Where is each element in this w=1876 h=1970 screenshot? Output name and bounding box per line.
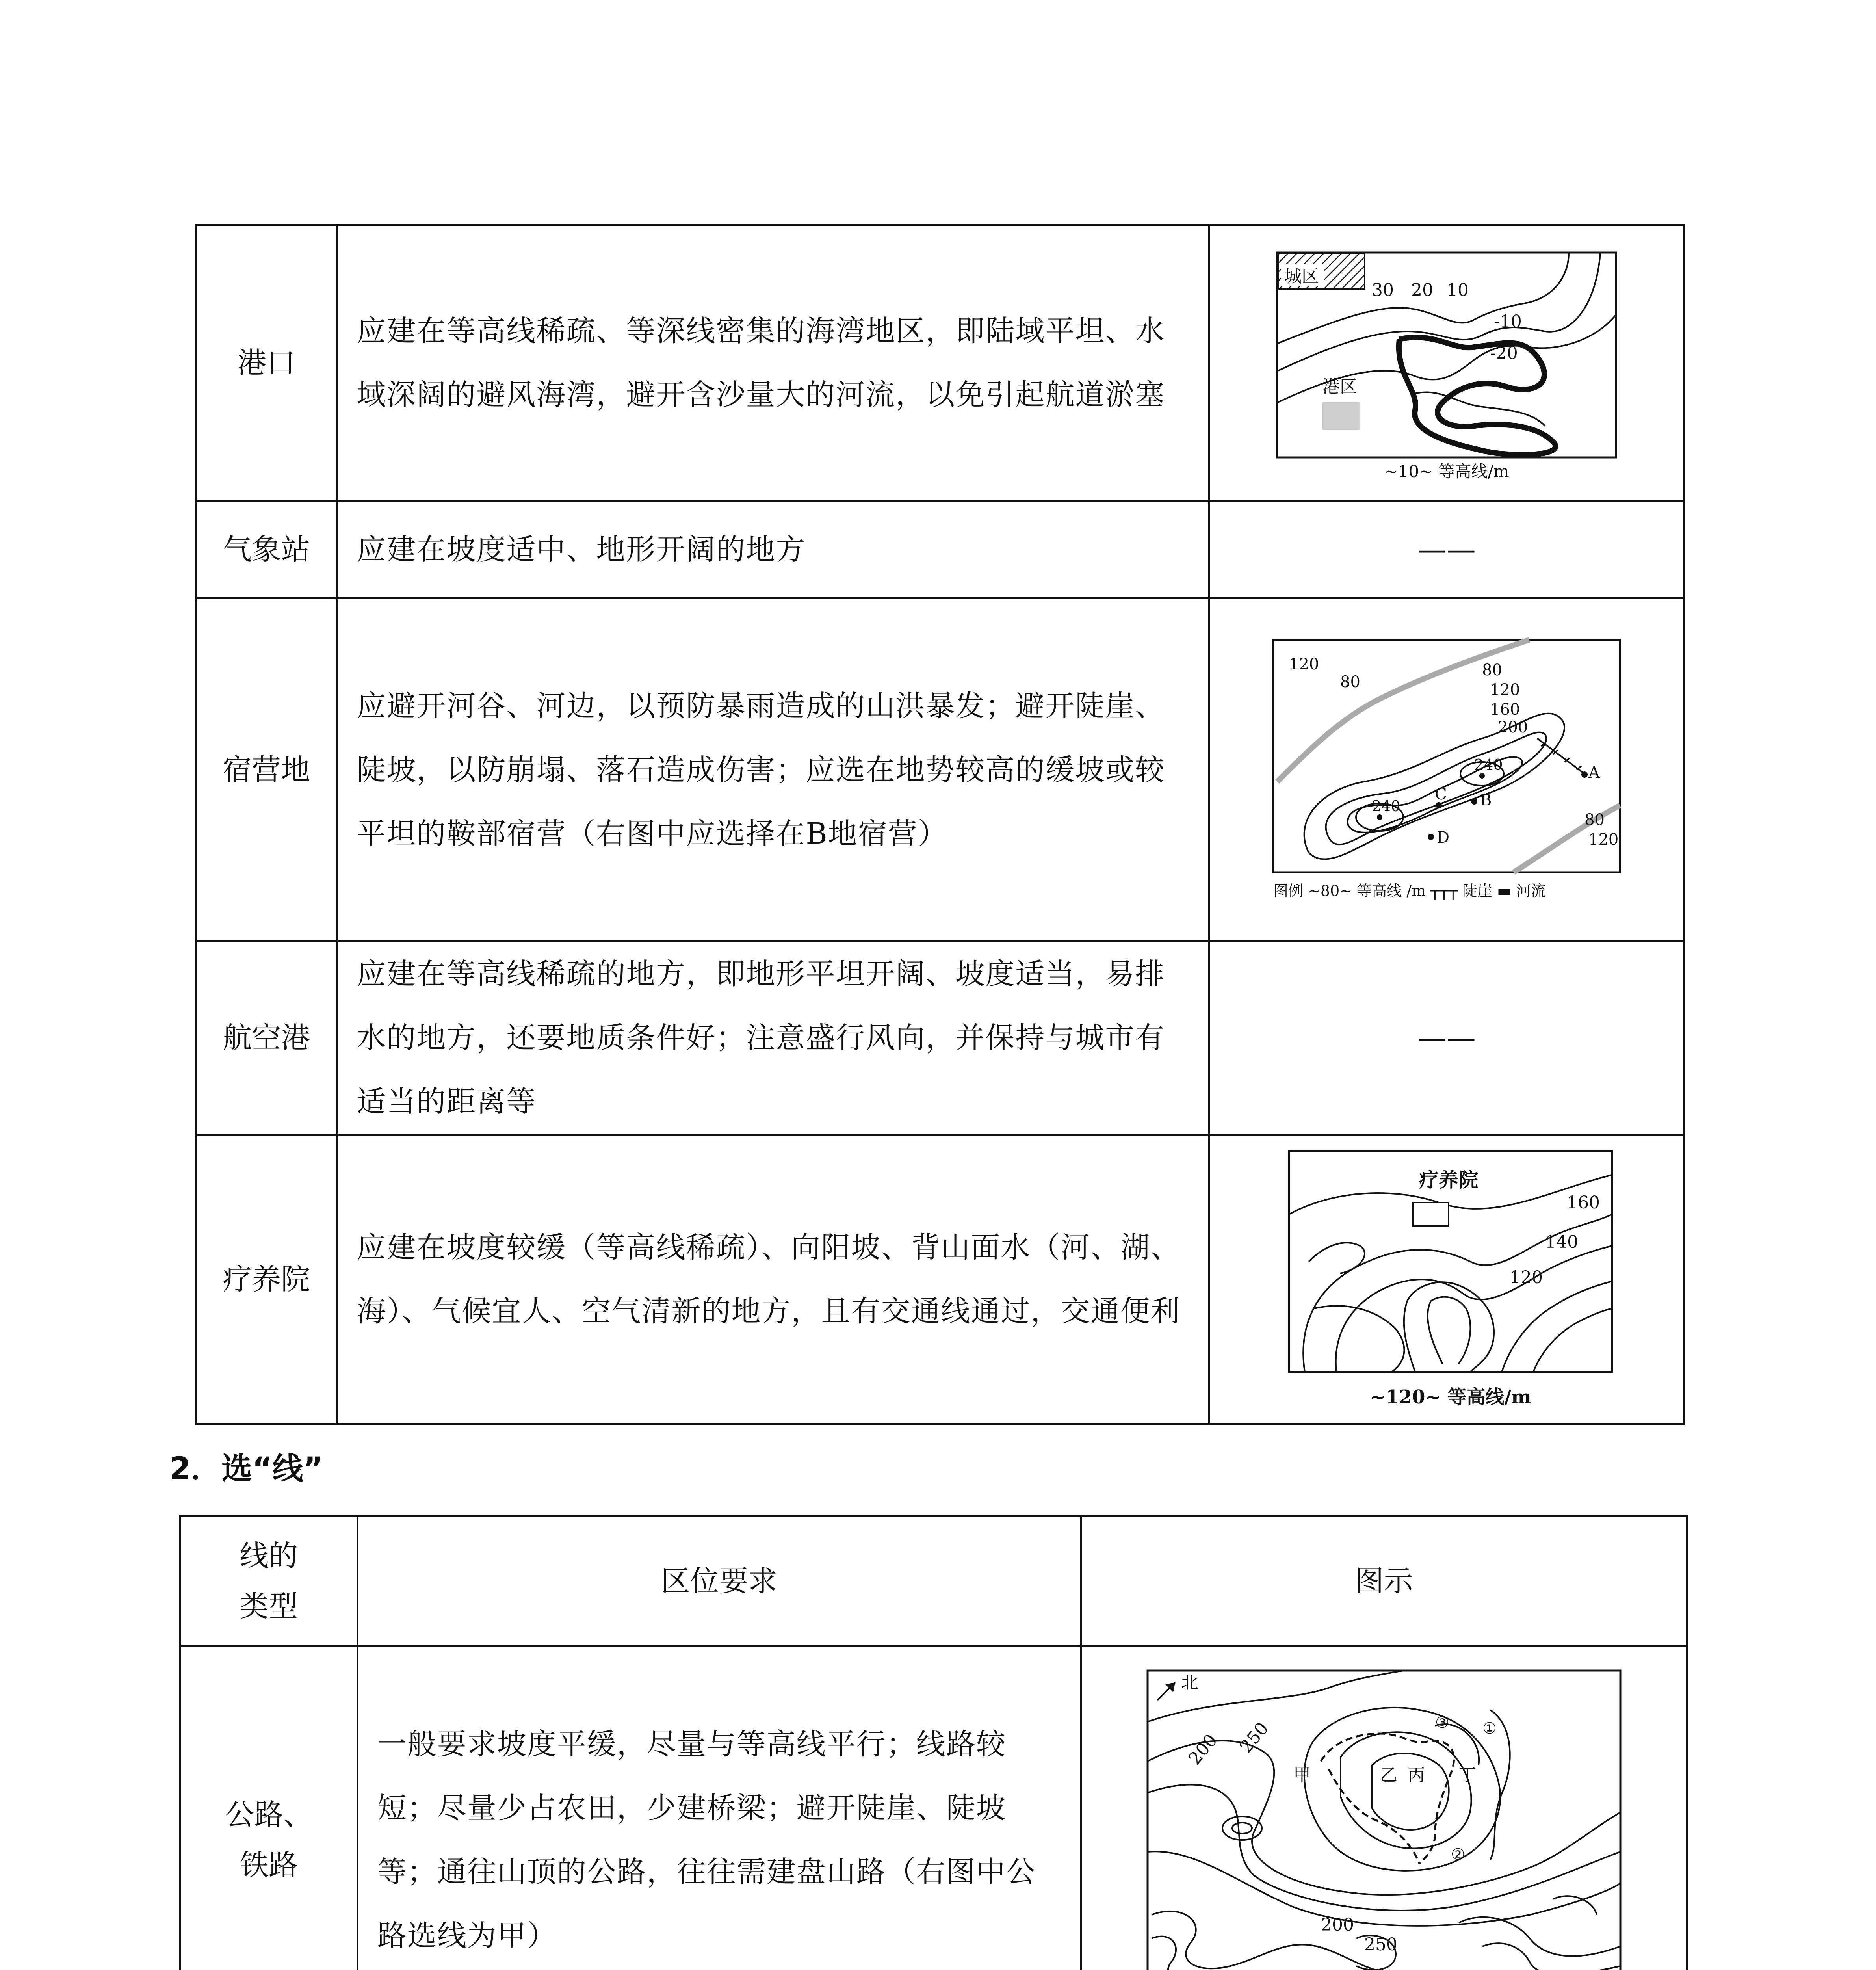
contour-80-a: 80 [1340, 673, 1360, 691]
port-contour-map [1269, 245, 1624, 481]
header-type: 线的类型 [180, 1516, 358, 1646]
contour-200-b: 200 [1321, 1915, 1354, 1935]
point-3: ③ [1435, 1714, 1449, 1732]
contour-160: 160 [1566, 1193, 1600, 1213]
road-figure [1081, 1646, 1687, 1970]
contour-120: 120 [1509, 1267, 1543, 1288]
table-row [180, 1646, 1687, 1970]
figure-legend: 图例 ~80~ 等高线 /m ┬┬┬ 陡崖 ▬ 河流 [1273, 882, 1546, 900]
table-row [196, 225, 1684, 501]
depth-minus-20: -20 [1490, 343, 1518, 363]
table-row [196, 501, 1684, 598]
site-selection-table [195, 224, 1685, 1425]
contour-10: 10 [1446, 280, 1469, 300]
north-arrow-label: 北 [1181, 1673, 1198, 1693]
row-label: 港口 [196, 225, 337, 501]
row-label: 疗养院 [196, 1135, 337, 1424]
table-row [196, 1135, 1684, 1424]
row-label: 宿营地 [196, 598, 337, 941]
camp-contour-map [1261, 632, 1632, 908]
row-requirement: 应建在等高线稀疏的地方，即地形平坦开阔、坡度适当，易排水的地方，还要地质条件好；注意盛行风向，并保持与城市有适当的距离等 [337, 941, 1209, 1135]
route-jia: 甲 [1293, 1765, 1311, 1785]
contour-20: 20 [1411, 280, 1433, 300]
summit-240-b: 240 [1474, 756, 1503, 773]
header-figure: 图示 [1081, 1516, 1687, 1646]
row-label: 公路、铁路 [180, 1646, 358, 1970]
camp-figure [1209, 598, 1684, 941]
contour-200: 200 [1497, 718, 1528, 736]
table-header-row [180, 1516, 1687, 1646]
road-contour-map [1136, 1663, 1632, 1970]
point-A: A [1588, 763, 1600, 782]
row-requirement: 应建在坡度适中、地形开阔的地方 [337, 501, 1209, 598]
route-bing: 丙 [1407, 1765, 1425, 1785]
point-B: B [1480, 791, 1492, 809]
point-2: ② [1451, 1845, 1465, 1864]
row-requirement: 应建在等高线稀疏、等深线密集的海湾地区，即陆域平坦、水域深阔的避风海湾，避开含沙量大的河流，以免引起航道淤塞 [337, 225, 1209, 501]
route-selection-table [179, 1515, 1688, 1970]
contour-80-c: 80 [1584, 810, 1605, 829]
city-label: 城区 [1284, 266, 1319, 286]
contour-200-a: 200 [1185, 1730, 1222, 1769]
port-figure [1209, 225, 1684, 501]
point-1: ① [1482, 1719, 1497, 1738]
contour-120-c: 120 [1588, 830, 1619, 849]
row-requirement: 一般要求坡度平缓，尽量与等高线平行；线路较短；尽量少占农田，少建桥梁；避开陡崖、陡坡等；通往山顶的公路，往往需建盘山路（右图中公路选线为甲） [357, 1646, 1081, 1970]
row-requirement: 应建在坡度较缓（等高线稀疏）、向阳坡、背山面水（河、湖、海）、气候宜人、空气清新的地方，且有交通线通过，交通便利 [337, 1135, 1209, 1424]
summit-240-a: 240 [1371, 797, 1400, 815]
sanatorium-contour-map [1273, 1143, 1620, 1415]
sanatorium-label: 疗养院 [1419, 1168, 1478, 1191]
figure-caption: ~10~ 等高线/m [1384, 461, 1509, 481]
no-figure-dash: —— [1209, 941, 1684, 1135]
row-label: 气象站 [196, 501, 337, 598]
sanatorium-figure [1209, 1135, 1684, 1424]
port-area-label: 港区 [1322, 376, 1357, 397]
table-row [196, 941, 1684, 1135]
point-C: C [1434, 785, 1447, 803]
no-figure-dash: —— [1209, 501, 1684, 598]
row-requirement: 应避开河谷、河边，以预防暴雨造成的山洪暴发；避开陡崖、陡坡，以防崩塌、落石造成伤害；应选在地势较高的缓坡或较平坦的鞍部宿营（右图中应选择在B地宿营） [337, 598, 1209, 941]
contour-80-b: 80 [1482, 661, 1502, 679]
figure-caption: ~120~ 等高线/m [1369, 1386, 1531, 1408]
route-yi: 乙 [1380, 1765, 1397, 1785]
contour-160: 160 [1490, 700, 1520, 719]
contour-120-a: 120 [1289, 655, 1319, 673]
header-requirement: 区位要求 [357, 1516, 1081, 1646]
depth-minus-10: -10 [1493, 311, 1522, 332]
section-heading: 2．选“线” [169, 1451, 323, 1487]
table-row [196, 598, 1684, 941]
contour-30: 30 [1371, 280, 1394, 300]
route-ding: 丁 [1458, 1765, 1476, 1785]
contour-250-a: 250 [1236, 1718, 1273, 1757]
contour-250-b: 250 [1364, 1935, 1397, 1955]
contour-140: 140 [1545, 1232, 1578, 1252]
point-D: D [1436, 828, 1449, 847]
contour-120-b: 120 [1490, 680, 1520, 699]
row-label: 航空港 [196, 941, 337, 1135]
